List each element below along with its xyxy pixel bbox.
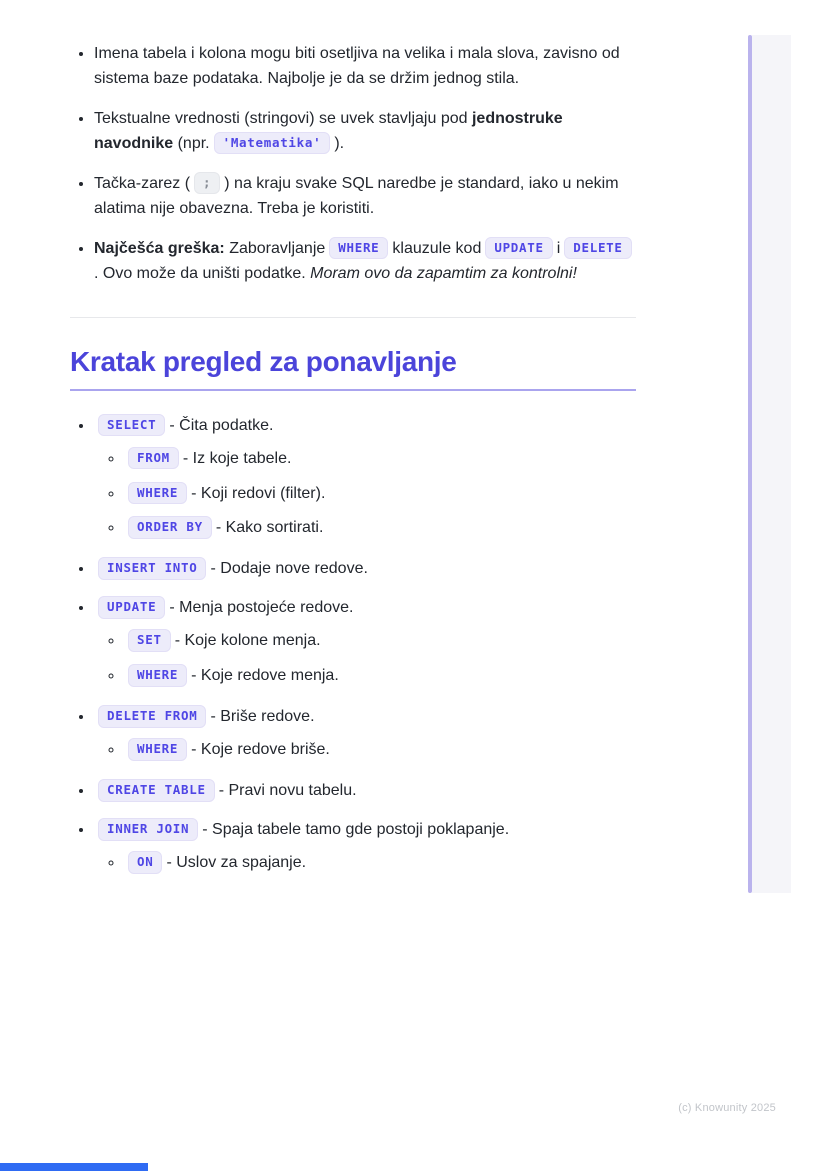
bold-text: Najčešća greška: [94, 239, 225, 257]
summary-item-text: - Uslov za spajanje. [166, 854, 307, 872]
bold-text: jednostruke navodnike [94, 109, 563, 152]
sql-keyword-badge: WHERE [128, 664, 187, 687]
sql-keyword-badge: CREATE TABLE [98, 779, 215, 802]
inline-code: 'Matematika' [214, 132, 331, 155]
summary-item [124, 482, 636, 507]
sql-keyword-badge: INNER JOIN [98, 818, 198, 841]
summary-item [124, 851, 636, 876]
summary-item-text: - Briše redove. [210, 708, 315, 726]
sql-keyword-badge: UPDATE [98, 596, 165, 619]
inline-code: WHERE [329, 237, 388, 260]
note-item [94, 107, 636, 157]
summary-item [94, 705, 636, 763]
section-heading: Kratak pregled za ponavljanje [70, 346, 636, 391]
text-segment: ). [334, 134, 345, 152]
text-segment: Tačka-zarez ( [94, 174, 191, 192]
section-divider [70, 317, 636, 318]
sub-list [94, 738, 636, 763]
summary-item-text: - Dodaje nove redove. [210, 560, 368, 578]
text-segment: Imena tabela i kolona mogu biti osetljiva na velika i mala slova, zavisno od sistema baze podataka. Najbolje je da se držim jednog stila. [94, 45, 620, 87]
summary-item-text: - Koje redove briše. [191, 741, 330, 759]
sql-keyword-badge: WHERE [128, 738, 187, 761]
text-segment: i [556, 239, 561, 257]
text-segment: Zaboravljanje [224, 239, 326, 257]
summary-item [124, 738, 636, 763]
sql-keyword-badge: SELECT [98, 414, 165, 437]
sql-keyword-badge: SET [128, 629, 171, 652]
sql-keyword-badge: WHERE [128, 482, 187, 505]
summary-item [94, 557, 636, 582]
inline-code: UPDATE [485, 237, 552, 260]
summary-item [124, 664, 636, 689]
scrollbar-thumb[interactable] [748, 35, 752, 893]
inline-code: DELETE [564, 237, 631, 260]
text-segment: . Ovo može da uništi podatke. [94, 264, 311, 282]
summary-item-text: - Čita podatke. [169, 416, 274, 434]
summary-item-text: - Koje redove menja. [191, 667, 339, 685]
footer-credit: (c) Knowunity 2025 [678, 1102, 776, 1114]
text-segment: ) na kraju svake SQL naredbe je standard, iako u nekim alatima nije obavezna. Treba je koristiti. [94, 174, 619, 217]
text-segment: (npr. [173, 134, 210, 152]
summary-item [124, 629, 636, 654]
note-item [94, 237, 636, 287]
sql-keyword-badge: ON [128, 851, 162, 874]
note-item [94, 172, 636, 222]
summary-item-text: - Menja postojeće redove. [169, 599, 354, 617]
sub-list [94, 851, 636, 876]
bottom-page-bar [0, 1163, 148, 1171]
summary-item [124, 516, 636, 541]
note-item [94, 42, 636, 92]
summary-item [124, 447, 636, 472]
italic-text: Moram ovo da zapamtim za kontrolni! [310, 264, 577, 282]
summary-item-text: - Iz koje tabele. [182, 449, 292, 467]
text-segment: klauzule kod [392, 239, 482, 257]
sql-keyword-badge: DELETE FROM [98, 705, 206, 728]
summary-item [94, 596, 636, 689]
sql-keyword-badge: INSERT INTO [98, 557, 206, 580]
summary-item-text: - Koje kolone menja. [174, 632, 321, 650]
document-content [70, 0, 636, 892]
summary-item [94, 414, 636, 542]
sql-keyword-badge: ORDER BY [128, 516, 212, 539]
summary-item [94, 818, 636, 876]
summary-item-text: - Spaja tabele tamo gde postoji poklapanje. [202, 821, 510, 839]
text-segment: Tekstualne vrednosti (stringovi) se uvek stavljaju pod [94, 109, 472, 127]
summary-list [70, 414, 636, 876]
scrollbar-track[interactable] [752, 35, 791, 893]
summary-item-text: - Pravi novu tabelu. [218, 782, 357, 800]
inline-code: ; [194, 172, 220, 195]
sub-list [94, 447, 636, 542]
summary-item-text: - Koji redovi (filter). [191, 484, 326, 502]
notes-list [70, 42, 636, 287]
sub-list [94, 629, 636, 689]
summary-item-text: - Kako sortirati. [215, 519, 324, 537]
summary-item [94, 779, 636, 804]
sql-keyword-badge: FROM [128, 447, 179, 470]
